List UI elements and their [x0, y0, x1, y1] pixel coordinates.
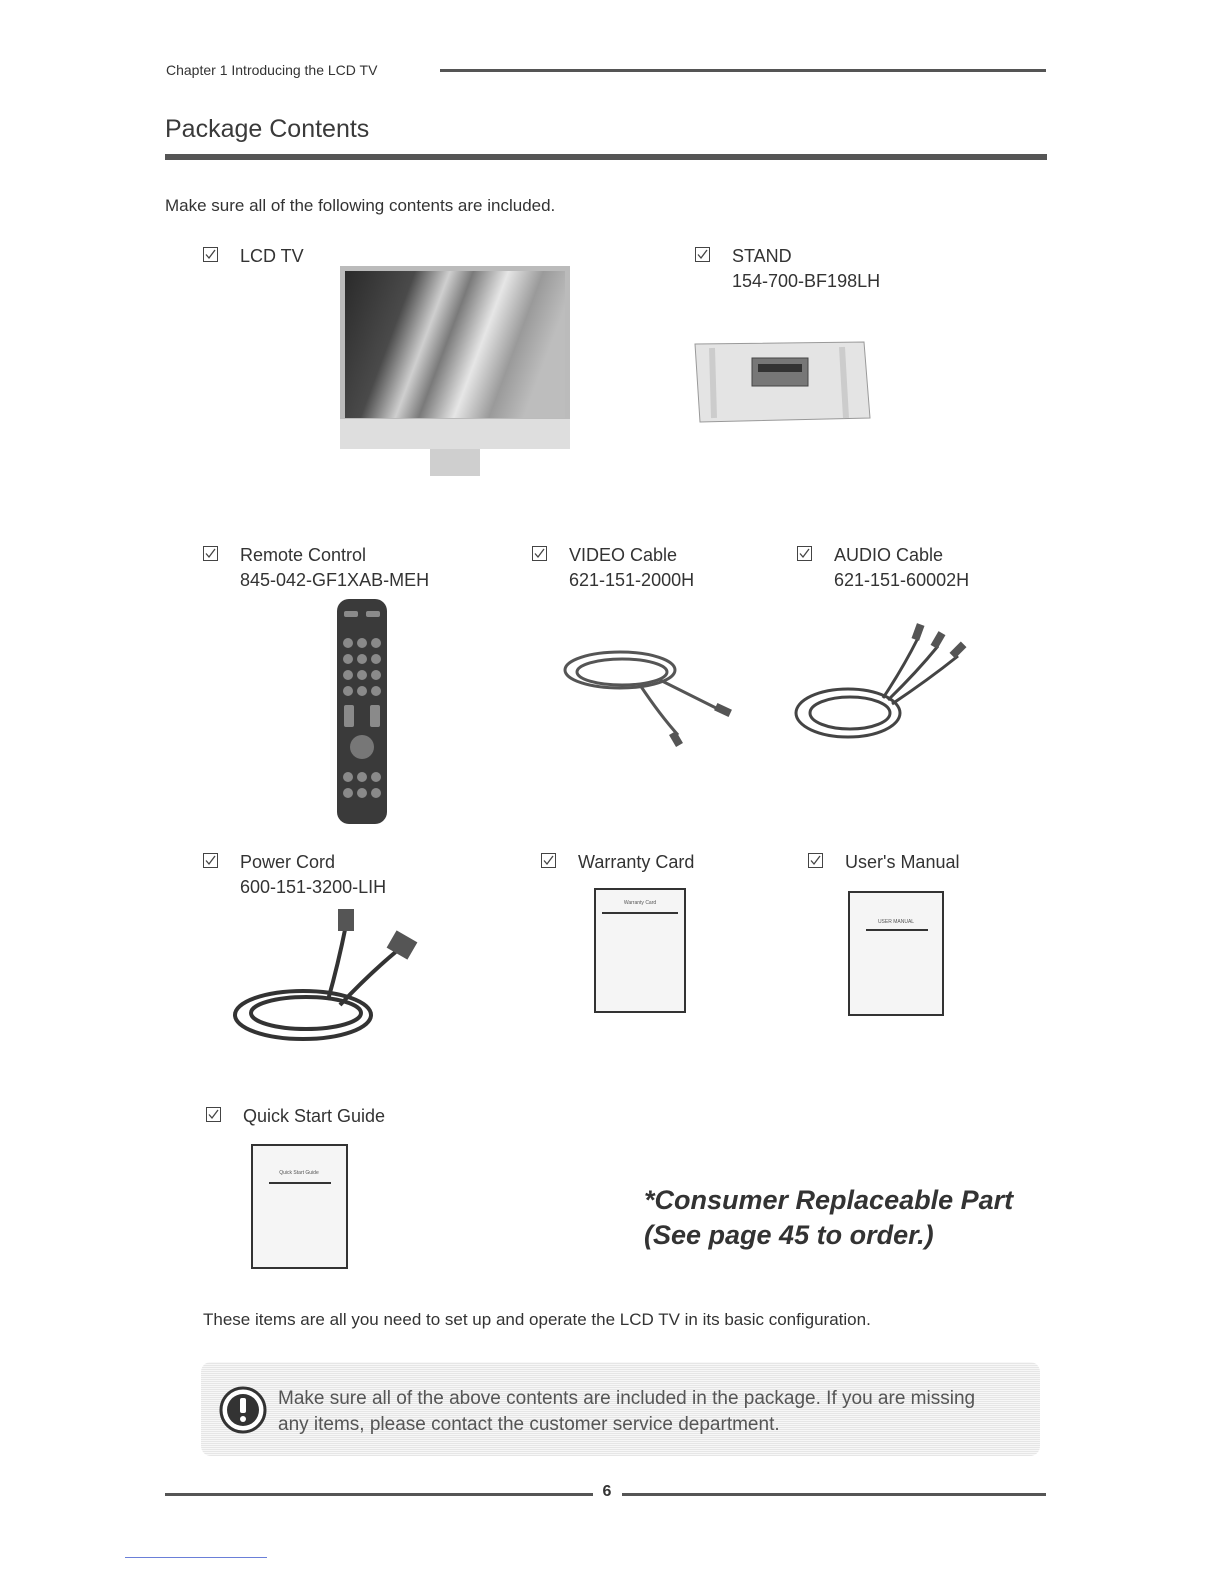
checkbox-icon — [203, 247, 218, 262]
audio-cable-image — [788, 618, 978, 748]
item-label: LCD TV — [240, 246, 304, 266]
notice-line-2: any items, please contact the customer service department. — [278, 1414, 780, 1435]
power-cord-image — [228, 905, 428, 1045]
checkbox-icon — [808, 853, 823, 868]
quick-start-cover-title: Quick Start Guide — [279, 1170, 319, 1176]
notice-line-1: Make sure all of the above contents are included in the package. If you are missing — [278, 1388, 976, 1409]
item-label: Quick Start Guide — [243, 1106, 386, 1126]
checkbox-icon — [206, 1107, 221, 1122]
bottom-link-line — [125, 1557, 267, 1558]
item-part-number: 845-042-GF1XAB-MEH — [240, 570, 430, 590]
item-part-number: 600-151-3200-LIH — [240, 877, 387, 897]
item-label: STAND — [732, 246, 792, 266]
checkbox-icon — [203, 546, 218, 561]
exclamation-icon — [218, 1385, 268, 1435]
footer-rule-right — [622, 1493, 1046, 1496]
item-label: Power Cord — [240, 852, 336, 872]
checkbox-icon — [695, 247, 710, 262]
users-manual-image — [848, 891, 944, 1016]
warranty-card-cover-title: Warranty Card — [623, 900, 657, 906]
video-cable-image — [560, 640, 740, 750]
item-part-number: 621-151-60002H — [834, 570, 970, 590]
checkbox-icon — [532, 546, 547, 561]
consumer-replaceable-note — [644, 1183, 1013, 1253]
lcd-tv-image — [338, 262, 574, 480]
chapter-heading: Chapter 1 Introducing the LCD TV — [166, 62, 378, 78]
checkbox-icon — [203, 853, 218, 868]
quick-start-guide-image — [251, 1144, 348, 1269]
chapter-rule — [440, 69, 1046, 72]
users-manual-cover-title: USER MANUAL — [877, 919, 915, 925]
footnote-line-2: (See page 45 to order.) — [644, 1220, 934, 1250]
checkbox-icon — [797, 546, 812, 561]
footer-rule-left — [165, 1493, 593, 1496]
summary-text: These items are all you need to set up and operate the LCD TV in its basic configuration. — [203, 1310, 871, 1329]
remote-control-image — [332, 597, 392, 827]
item-label: VIDEO Cable — [569, 545, 678, 565]
intro-text: Make sure all of the following contents are included. — [165, 196, 556, 215]
warranty-card-image — [594, 888, 686, 1013]
page-title: Package Contents — [165, 115, 370, 143]
title-rule — [165, 154, 1047, 160]
stand-image — [692, 338, 874, 426]
item-label: User's Manual — [845, 852, 960, 872]
footnote-line-1: *Consumer Replaceable Part — [644, 1185, 1014, 1215]
notice-text — [278, 1386, 975, 1438]
page-number: 6 — [602, 1483, 612, 1500]
item-label: AUDIO Cable — [834, 545, 944, 565]
item-part-number: 621-151-2000H — [569, 570, 695, 590]
checkbox-icon — [541, 853, 556, 868]
item-part-number: 154-700-BF198LH — [732, 271, 881, 291]
item-label: Warranty Card — [578, 852, 695, 872]
item-label: Remote Control — [240, 545, 367, 565]
